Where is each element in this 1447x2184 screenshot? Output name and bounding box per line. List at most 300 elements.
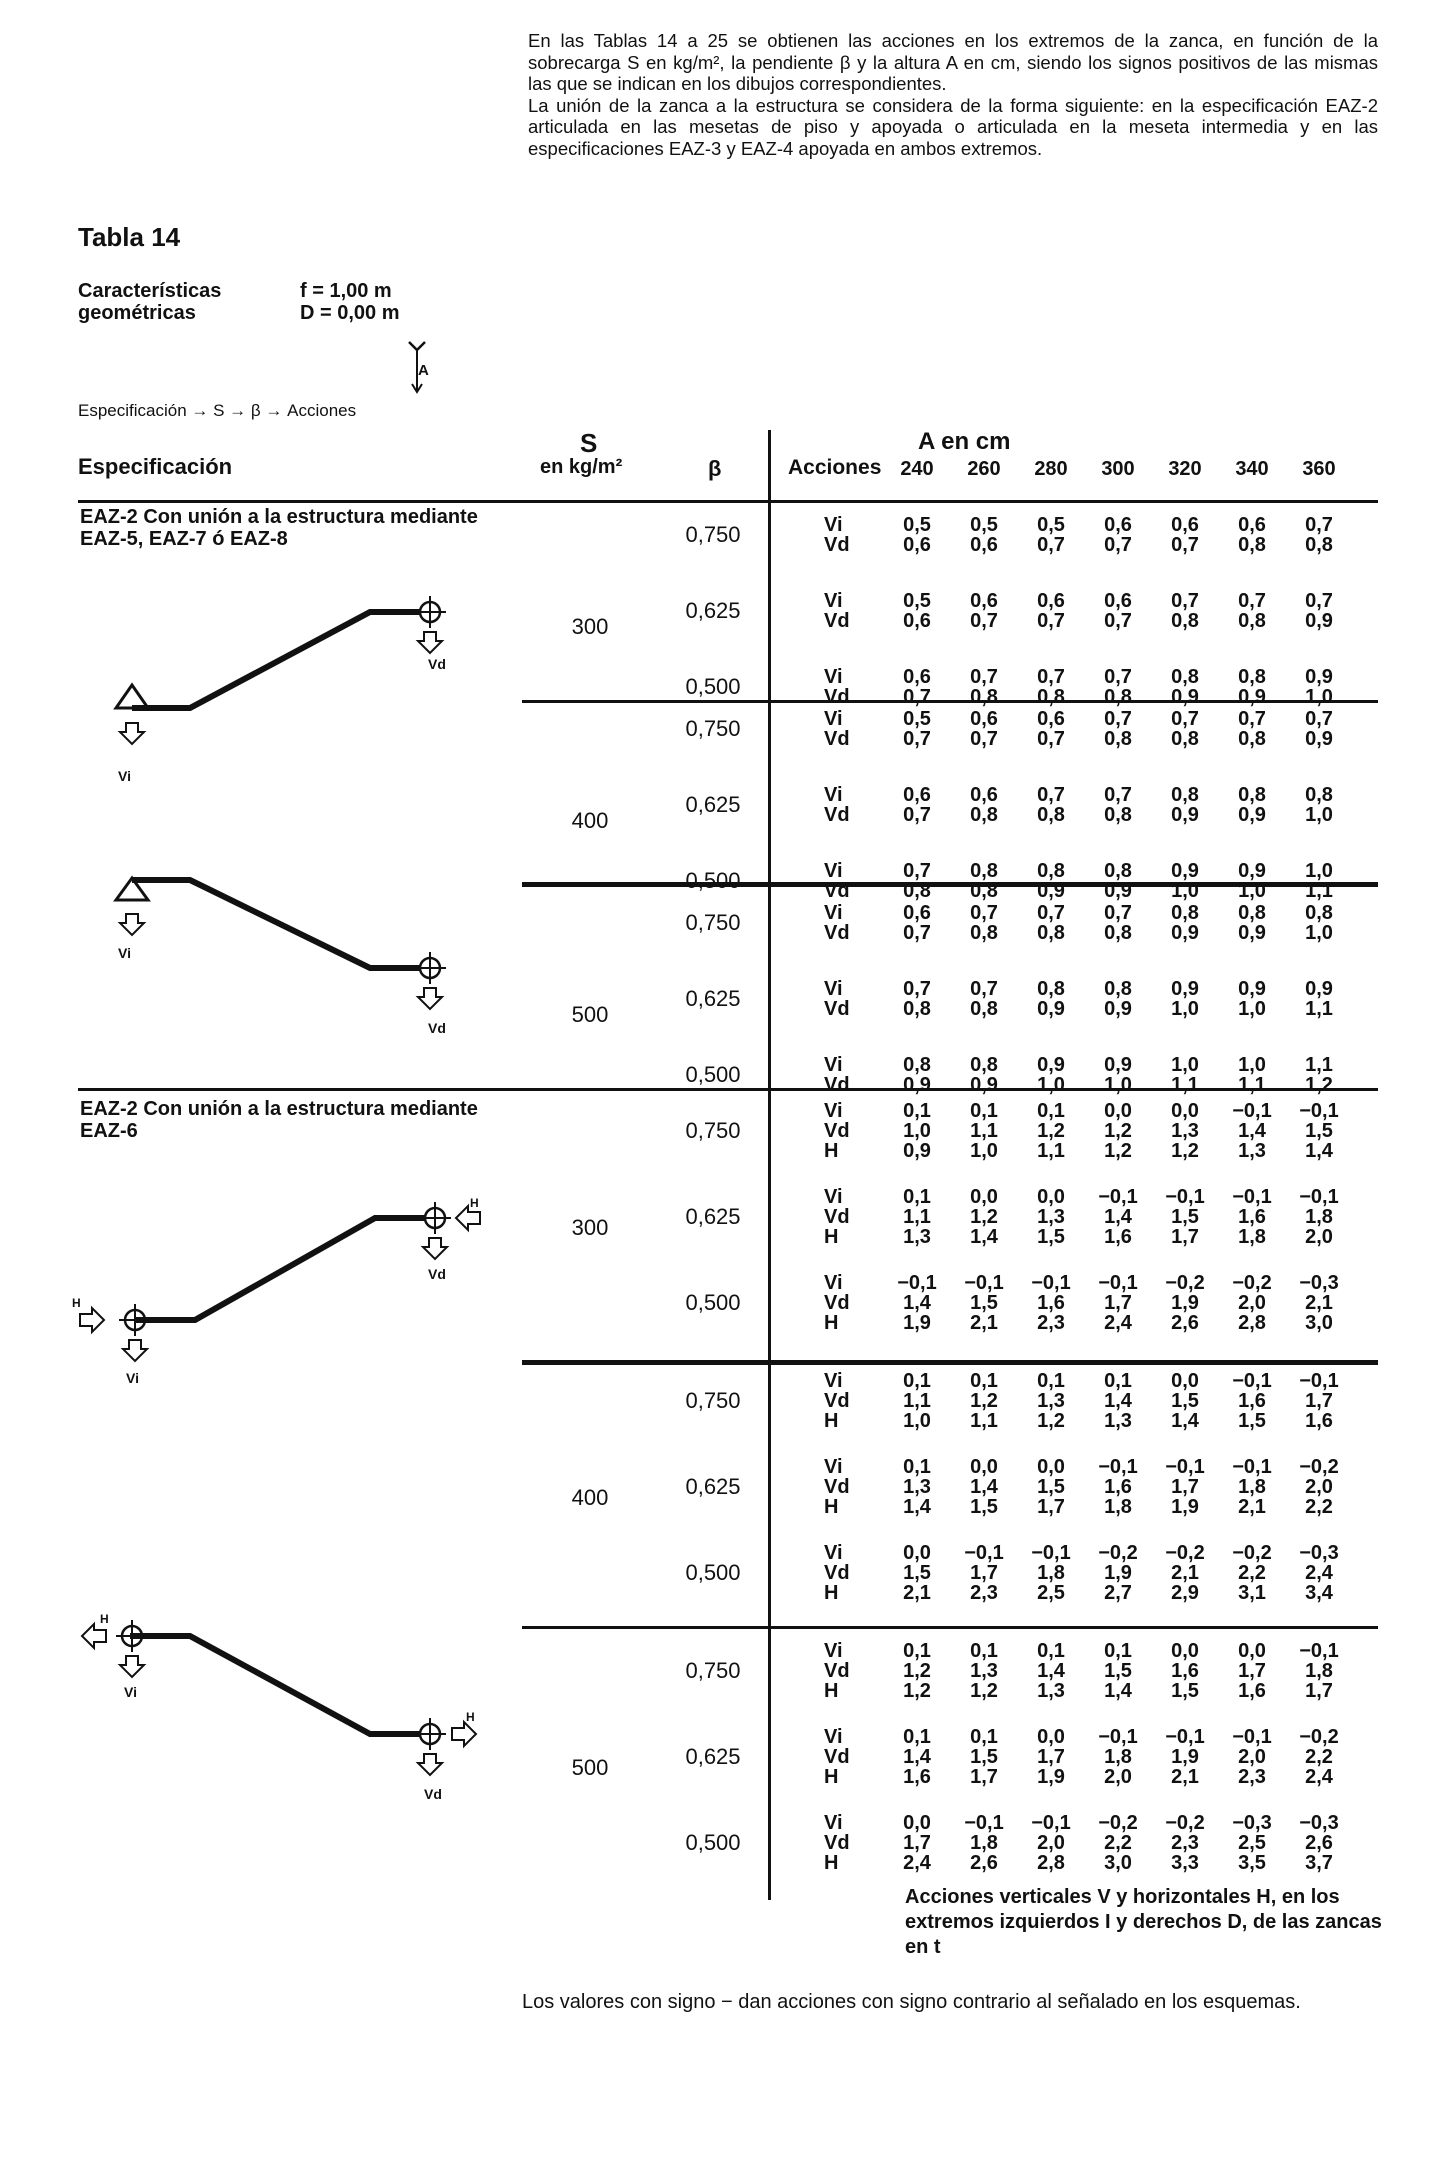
table-cell: 1,3 bbox=[1037, 1390, 1065, 1412]
table-cell: 1,1 bbox=[1037, 1140, 1065, 1162]
row-label: Vd bbox=[824, 1562, 850, 1584]
row-label: Vd bbox=[824, 686, 850, 708]
table-cell: 1,0 bbox=[903, 1120, 931, 1142]
table-cell: 1,2 bbox=[1104, 1140, 1132, 1162]
table-cell: 0,8 bbox=[1305, 784, 1333, 806]
diagram-label: Vd bbox=[428, 656, 446, 672]
table-cell: 3,5 bbox=[1238, 1852, 1266, 1874]
table-cell: 0,0 bbox=[1037, 1726, 1065, 1748]
cell-beta: 0,750 bbox=[685, 1388, 741, 1413]
table-cell: 1,7 bbox=[1171, 1476, 1199, 1498]
table-cell: 1,0 bbox=[1305, 804, 1333, 826]
row-label: Vd bbox=[824, 1206, 850, 1228]
table-cell: 1,7 bbox=[1104, 1292, 1132, 1314]
table-cell: 0,8 bbox=[1104, 728, 1132, 750]
table-cell: −0,2 bbox=[1165, 1812, 1205, 1834]
table-cell: 2,3 bbox=[1171, 1832, 1199, 1854]
table-cell: 1,7 bbox=[1305, 1680, 1333, 1702]
header-acciones: Acciones bbox=[788, 456, 882, 479]
arrow-left-icon bbox=[82, 1624, 106, 1648]
table-cell: 1,0 bbox=[1238, 1054, 1266, 1076]
table-cell: 1,3 bbox=[903, 1226, 931, 1248]
table-cell: 2,9 bbox=[1171, 1582, 1199, 1604]
header-a-value: 280 bbox=[1034, 458, 1068, 480]
table-cell: 0,6 bbox=[903, 902, 931, 924]
table-cell: −0,2 bbox=[1299, 1726, 1339, 1748]
table-cell: 2,4 bbox=[1104, 1312, 1132, 1334]
table-cell: 0,6 bbox=[1037, 708, 1065, 730]
table-cell: 0,1 bbox=[903, 1456, 931, 1478]
row-label: Vi bbox=[824, 1370, 843, 1392]
table-cell: 1,5 bbox=[1305, 1120, 1333, 1142]
table-cell: 0,8 bbox=[1238, 534, 1266, 556]
table-cell: 0,6 bbox=[903, 610, 931, 632]
diagram-label: Vd bbox=[428, 1020, 446, 1036]
table-cell: 0,7 bbox=[1037, 784, 1065, 806]
table-cell: 0,7 bbox=[903, 978, 931, 1000]
table-cell: 1,9 bbox=[1171, 1496, 1199, 1518]
cell-beta: 0,500 bbox=[685, 1560, 741, 1585]
pin-joint-icon bbox=[119, 1304, 151, 1336]
table-cell: 0,7 bbox=[1104, 708, 1132, 730]
row-label: H bbox=[824, 1582, 839, 1604]
table-cell: 0,9 bbox=[1171, 922, 1199, 944]
table-cell: 1,2 bbox=[1104, 1120, 1132, 1142]
table-cell: 1,1 bbox=[970, 1410, 998, 1432]
table-cell: 0,1 bbox=[970, 1726, 998, 1748]
table-cell: 0,8 bbox=[1037, 804, 1065, 826]
table-cell: 0,8 bbox=[970, 1054, 998, 1076]
table-cell: 0,1 bbox=[1037, 1370, 1065, 1392]
table-cell: 1,2 bbox=[970, 1680, 998, 1702]
row-label: Vi bbox=[824, 666, 843, 688]
table-cell: 0,9 bbox=[1171, 978, 1199, 1000]
table-cell: 1,6 bbox=[1238, 1680, 1266, 1702]
intro-paragraph-1: En las Tablas 14 a 25 se obtienen las acciones en los extremos de la zanca, en función de la sobrecarga S en kg/m², la pendiente β y la altura A en cm, siendo los signos positivos de las mismas las que se indican en los dibujos correspondientes. bbox=[528, 30, 1378, 94]
table-cell: 1,7 bbox=[1037, 1496, 1065, 1518]
cell-beta: 0,750 bbox=[685, 522, 741, 547]
table-cell: 0,6 bbox=[970, 590, 998, 612]
table-cell: 1,5 bbox=[1171, 1390, 1199, 1412]
row-label: H bbox=[824, 1852, 839, 1874]
pin-joint-icon bbox=[414, 596, 446, 628]
table-cell: 0,7 bbox=[970, 728, 998, 750]
table-cell: 1,2 bbox=[970, 1206, 998, 1228]
table-cell: 1,0 bbox=[970, 1140, 998, 1162]
table-cell: −0,2 bbox=[1232, 1542, 1272, 1564]
table-cell: 1,2 bbox=[903, 1680, 931, 1702]
table-cell: 1,9 bbox=[903, 1312, 931, 1334]
table-cell: 0,6 bbox=[903, 784, 931, 806]
pin-joint-icon bbox=[414, 952, 446, 984]
table-cell: 0,7 bbox=[1171, 534, 1199, 556]
row-label: Vd bbox=[824, 1832, 850, 1854]
table-cell: 1,1 bbox=[1305, 1054, 1333, 1076]
table-cell: 1,8 bbox=[1238, 1226, 1266, 1248]
table-cell: 1,5 bbox=[1104, 1660, 1132, 1682]
table-cell: 1,0 bbox=[1305, 686, 1333, 708]
table-cell: 0,6 bbox=[1104, 590, 1132, 612]
table-cell: 1,6 bbox=[1104, 1476, 1132, 1498]
table-cell: 1,3 bbox=[1238, 1140, 1266, 1162]
table-cell: 1,5 bbox=[1037, 1226, 1065, 1248]
table-cell: 1,0 bbox=[1171, 998, 1199, 1020]
table-cell: 0,9 bbox=[1171, 804, 1199, 826]
pin-joint-icon bbox=[414, 1718, 446, 1750]
spec-label-group-2: EAZ-2 Con unión a la estructura mediante EAZ-6 bbox=[80, 1098, 478, 1142]
table-cell: 1,5 bbox=[970, 1292, 998, 1314]
stair-diagram-2 bbox=[100, 860, 480, 1080]
table-cell: 0,9 bbox=[1238, 686, 1266, 708]
row-label: Vd bbox=[824, 1660, 850, 1682]
arrow-down-icon bbox=[123, 1340, 147, 1361]
table-cell: 1,1 bbox=[1238, 1074, 1266, 1096]
table-cell: 1,7 bbox=[1238, 1660, 1266, 1682]
arrow-down-icon bbox=[418, 632, 442, 653]
table-cell: −0,1 bbox=[964, 1542, 1004, 1564]
table-cell: 0,7 bbox=[1037, 666, 1065, 688]
table-cell: 0,7 bbox=[1037, 534, 1065, 556]
table-cell: 0,0 bbox=[970, 1186, 998, 1208]
arrow-right-icon bbox=[80, 1308, 104, 1332]
table-cell: 1,5 bbox=[970, 1746, 998, 1768]
table-cell: 0,7 bbox=[1037, 902, 1065, 924]
row-label: Vd bbox=[824, 998, 850, 1020]
table-cell: 0,1 bbox=[1037, 1100, 1065, 1122]
table-cell: 1,8 bbox=[1037, 1562, 1065, 1584]
table-cell: 0,9 bbox=[1305, 728, 1333, 750]
table-cell: 2,2 bbox=[1104, 1832, 1132, 1854]
table-cell: 2,0 bbox=[1305, 1226, 1333, 1248]
table-cell: −0,3 bbox=[1299, 1542, 1339, 1564]
table-cell: 0,8 bbox=[1037, 978, 1065, 1000]
table-cell: 0,8 bbox=[970, 860, 998, 882]
table-cell: 2,7 bbox=[1104, 1582, 1132, 1604]
table-cell: 1,2 bbox=[1171, 1140, 1199, 1162]
table-cell: 1,8 bbox=[1238, 1476, 1266, 1498]
footer-note: Los valores con signo − dan acciones con signo contrario al señalado en los esquemas. bbox=[522, 1991, 1301, 2013]
table-cell: −0,2 bbox=[1165, 1542, 1205, 1564]
table-cell: 0,8 bbox=[970, 804, 998, 826]
table-cell: 0,7 bbox=[970, 978, 998, 1000]
table-cell: 2,8 bbox=[1037, 1852, 1065, 1874]
table-cell: −0,2 bbox=[1098, 1812, 1138, 1834]
column-separator bbox=[768, 430, 771, 1900]
table-cell: 1,8 bbox=[970, 1832, 998, 1854]
table-cell: 0,9 bbox=[903, 1074, 931, 1096]
table-cell: 0,9 bbox=[970, 1074, 998, 1096]
table-cell: 0,8 bbox=[1238, 902, 1266, 924]
header-a-value: 300 bbox=[1101, 458, 1135, 480]
table-cell: 0,8 bbox=[1171, 666, 1199, 688]
table-cell: 0,6 bbox=[903, 666, 931, 688]
table-rule bbox=[522, 1360, 1378, 1365]
table-cell: 1,2 bbox=[1305, 1074, 1333, 1096]
table-cell: 0,8 bbox=[903, 880, 931, 902]
diagram-label: H bbox=[100, 1612, 109, 1626]
table-cell: 0,0 bbox=[903, 1812, 931, 1834]
table-cell: 2,6 bbox=[970, 1852, 998, 1874]
arrow-down-icon bbox=[423, 1238, 447, 1259]
row-label: Vd bbox=[824, 1746, 850, 1768]
table-cell: 0,8 bbox=[903, 1054, 931, 1076]
cell-beta: 0,500 bbox=[685, 1290, 741, 1315]
table-cell: 0,9 bbox=[1104, 1054, 1132, 1076]
table-cell: 0,7 bbox=[970, 902, 998, 924]
stair-diagram-1 bbox=[100, 580, 480, 800]
table-cell: 0,9 bbox=[1238, 978, 1266, 1000]
table-cell: 0,7 bbox=[903, 860, 931, 882]
table-cell: 1,5 bbox=[903, 1562, 931, 1584]
table-cell: 1,4 bbox=[903, 1292, 931, 1314]
table-cell: 1,5 bbox=[1171, 1206, 1199, 1228]
table-cell: 1,0 bbox=[1104, 1074, 1132, 1096]
geometry-label-1: Características bbox=[78, 280, 222, 302]
table-cell: 0,7 bbox=[1104, 610, 1132, 632]
table-cell: 1,4 bbox=[1037, 1660, 1065, 1682]
table-cell: −0,1 bbox=[1232, 1186, 1272, 1208]
row-label: Vi bbox=[824, 590, 843, 612]
table-cell: 0,7 bbox=[1305, 708, 1333, 730]
table-cell: 0,7 bbox=[903, 922, 931, 944]
table-cell: 0,6 bbox=[970, 534, 998, 556]
table-cell: 1,6 bbox=[903, 1766, 931, 1788]
table-cell: 1,6 bbox=[1171, 1660, 1199, 1682]
table-cell: 0,9 bbox=[1104, 998, 1132, 1020]
table-cell: 0,1 bbox=[903, 1186, 931, 1208]
table-cell: 2,4 bbox=[903, 1852, 931, 1874]
table-cell: −0,1 bbox=[1299, 1186, 1339, 1208]
table-cell: −0,1 bbox=[1232, 1726, 1272, 1748]
table-title: Tabla 14 bbox=[78, 222, 181, 252]
row-label: Vi bbox=[824, 1640, 843, 1662]
table-cell: 0,8 bbox=[970, 686, 998, 708]
table-cell: 2,0 bbox=[1104, 1766, 1132, 1788]
table-cell: 1,5 bbox=[1037, 1476, 1065, 1498]
table-cell: 0,8 bbox=[1171, 784, 1199, 806]
table-cell: −0,1 bbox=[1031, 1812, 1071, 1834]
table-cell: 2,3 bbox=[970, 1582, 998, 1604]
cell-beta: 0,625 bbox=[685, 598, 741, 623]
table-cell: −0,1 bbox=[1031, 1542, 1071, 1564]
diagram-label: H bbox=[470, 1196, 479, 1210]
table-cell: 1,0 bbox=[1037, 1074, 1065, 1096]
table-cell: 0,7 bbox=[1104, 902, 1132, 924]
table-cell: 0,8 bbox=[1171, 728, 1199, 750]
table-cell: 0,6 bbox=[1104, 514, 1132, 536]
table-cell: 1,0 bbox=[1171, 1054, 1199, 1076]
diagram-label: Vi bbox=[124, 1684, 137, 1700]
table-cell: 1,5 bbox=[1238, 1410, 1266, 1432]
cell-beta: 0,625 bbox=[685, 986, 741, 1011]
table-cell: 0,8 bbox=[1305, 534, 1333, 556]
table-cell: 0,1 bbox=[1104, 1370, 1132, 1392]
table-cell: −0,1 bbox=[1299, 1100, 1339, 1122]
table-cell: 2,4 bbox=[1305, 1562, 1333, 1584]
table-cell: 3,3 bbox=[1171, 1852, 1199, 1874]
row-label: Vi bbox=[824, 1812, 843, 1834]
table-cell: −0,1 bbox=[1165, 1186, 1205, 1208]
row-label: H bbox=[824, 1226, 839, 1248]
table-cell: 2,3 bbox=[1238, 1766, 1266, 1788]
table-cell: 1,5 bbox=[970, 1496, 998, 1518]
table-cell: 0,9 bbox=[1037, 880, 1065, 902]
cell-beta: 0,625 bbox=[685, 792, 741, 817]
table-cell: −0,1 bbox=[1232, 1370, 1272, 1392]
row-label: Vd bbox=[824, 534, 850, 556]
table-cell: −0,3 bbox=[1232, 1812, 1272, 1834]
table-cell: 3,1 bbox=[1238, 1582, 1266, 1604]
table-cell: 1,7 bbox=[1305, 1390, 1333, 1412]
table-cell: −0,1 bbox=[1031, 1272, 1071, 1294]
arrow-down-icon bbox=[120, 723, 144, 744]
table-cell: 0,8 bbox=[1238, 610, 1266, 632]
table-cell: 0,0 bbox=[1037, 1186, 1065, 1208]
row-label: Vd bbox=[824, 880, 850, 902]
header-a-value: 260 bbox=[967, 458, 1001, 480]
table-rule bbox=[522, 1626, 1378, 1629]
table-cell: 0,8 bbox=[1104, 922, 1132, 944]
arrow-down-icon bbox=[120, 1656, 144, 1677]
table-cell: 2,8 bbox=[1238, 1312, 1266, 1334]
table-cell: 2,2 bbox=[1305, 1746, 1333, 1768]
table-cell: 1,7 bbox=[1171, 1226, 1199, 1248]
table-cell: 1,4 bbox=[970, 1476, 998, 1498]
header-a-value: 320 bbox=[1168, 458, 1202, 480]
row-label: Vi bbox=[824, 1054, 843, 1076]
header-s: S bbox=[580, 428, 598, 458]
support-triangle-icon bbox=[116, 685, 148, 708]
table-cell: −0,2 bbox=[1299, 1456, 1339, 1478]
table-cell: 2,5 bbox=[1037, 1582, 1065, 1604]
table-cell: 0,6 bbox=[970, 784, 998, 806]
height-marker-label: A bbox=[418, 362, 429, 379]
table-cell: 0,8 bbox=[1037, 860, 1065, 882]
row-label: Vd bbox=[824, 1390, 850, 1412]
geometry-f: f = 1,00 m bbox=[300, 280, 392, 302]
table-cell: −0,1 bbox=[1299, 1640, 1339, 1662]
cell-s: 400 bbox=[571, 808, 609, 833]
table-cell: 0,5 bbox=[970, 514, 998, 536]
table-cell: −0,1 bbox=[1165, 1726, 1205, 1748]
table-cell: 1,6 bbox=[1305, 1410, 1333, 1432]
table-cell: 0,5 bbox=[1037, 514, 1065, 536]
row-label: Vd bbox=[824, 1476, 850, 1498]
diagram-label: H bbox=[72, 1296, 81, 1310]
table-cell: 0,9 bbox=[1238, 922, 1266, 944]
table-cell: 0,0 bbox=[1238, 1640, 1266, 1662]
table-cell: 0,7 bbox=[970, 666, 998, 688]
table-cell: 0,0 bbox=[1171, 1370, 1199, 1392]
table-cell: 3,7 bbox=[1305, 1852, 1333, 1874]
row-label: H bbox=[824, 1140, 839, 1162]
table-cell: 1,7 bbox=[970, 1766, 998, 1788]
table-cell: 0,9 bbox=[1305, 666, 1333, 688]
table-cell: 2,0 bbox=[1238, 1292, 1266, 1314]
cell-beta: 0,750 bbox=[685, 1118, 741, 1143]
cell-beta: 0,750 bbox=[685, 716, 741, 741]
cell-beta: 0,500 bbox=[685, 1062, 741, 1087]
table-cell: 1,4 bbox=[1238, 1120, 1266, 1142]
table-cell: 0,8 bbox=[1171, 610, 1199, 632]
table-cell: 0,0 bbox=[1104, 1100, 1132, 1122]
table-cell: 0,1 bbox=[903, 1100, 931, 1122]
table-cell: 1,1 bbox=[970, 1120, 998, 1142]
arrow-down-icon bbox=[418, 988, 442, 1009]
row-label: H bbox=[824, 1496, 839, 1518]
table-cell: 0,7 bbox=[1238, 590, 1266, 612]
table-cell: 1,4 bbox=[1104, 1680, 1132, 1702]
table-cell: 0,9 bbox=[903, 1140, 931, 1162]
table-cell: 0,5 bbox=[903, 590, 931, 612]
table-cell: 0,9 bbox=[1171, 860, 1199, 882]
table-cell: 3,0 bbox=[1104, 1852, 1132, 1874]
table-cell: 1,3 bbox=[1037, 1206, 1065, 1228]
table-cell: 2,1 bbox=[1171, 1562, 1199, 1584]
table-cell: 1,0 bbox=[1305, 922, 1333, 944]
row-label: Vi bbox=[824, 784, 843, 806]
table-cell: 2,6 bbox=[1305, 1832, 1333, 1854]
table-cell: 1,4 bbox=[903, 1496, 931, 1518]
table-cell: 0,6 bbox=[903, 534, 931, 556]
table-cell: 2,3 bbox=[1037, 1312, 1065, 1334]
row-label: Vd bbox=[824, 728, 850, 750]
table-cell: 0,1 bbox=[970, 1100, 998, 1122]
table-cell: 0,8 bbox=[1305, 902, 1333, 924]
row-label: Vd bbox=[824, 922, 850, 944]
table-cell: 0,8 bbox=[1037, 922, 1065, 944]
table-cell: 1,1 bbox=[1305, 880, 1333, 902]
table-cell: 0,8 bbox=[1104, 860, 1132, 882]
table-cell: 0,1 bbox=[970, 1640, 998, 1662]
table-cell: −0,1 bbox=[1232, 1100, 1272, 1122]
table-cell: −0,1 bbox=[1098, 1726, 1138, 1748]
row-label: Vd bbox=[824, 1120, 850, 1142]
table-cell: −0,2 bbox=[1098, 1542, 1138, 1564]
table-cell: 0,7 bbox=[1104, 534, 1132, 556]
table-cell: 0,7 bbox=[1171, 708, 1199, 730]
table-cell: 0,8 bbox=[1037, 686, 1065, 708]
table-cell: 0,1 bbox=[970, 1370, 998, 1392]
table-cell: 0,8 bbox=[1238, 666, 1266, 688]
table-cell: 2,1 bbox=[1238, 1496, 1266, 1518]
table-cell: 1,4 bbox=[1305, 1140, 1333, 1162]
table-cell: 0,7 bbox=[1238, 708, 1266, 730]
table-cell: −0,1 bbox=[964, 1272, 1004, 1294]
table-cell: 1,6 bbox=[1238, 1390, 1266, 1412]
table-cell: 2,0 bbox=[1037, 1832, 1065, 1854]
table-cell: 0,9 bbox=[1171, 686, 1199, 708]
table-cell: 1,4 bbox=[903, 1746, 931, 1768]
table-cell: −0,2 bbox=[1232, 1272, 1272, 1294]
table-cell: 0,7 bbox=[1305, 590, 1333, 612]
table-cell: 1,2 bbox=[970, 1390, 998, 1412]
row-label: Vi bbox=[824, 860, 843, 882]
table-cell: 0,5 bbox=[903, 514, 931, 536]
table-cell: 1,1 bbox=[1171, 1074, 1199, 1096]
table-cell: 1,0 bbox=[1305, 860, 1333, 882]
table-cell: 0,8 bbox=[1104, 686, 1132, 708]
table-cell: 0,8 bbox=[1104, 978, 1132, 1000]
table-cell: 3,0 bbox=[1305, 1312, 1333, 1334]
row-label: Vi bbox=[824, 1272, 843, 1294]
cell-s: 400 bbox=[571, 1485, 609, 1510]
row-label: Vd bbox=[824, 610, 850, 632]
table-cell: 1,6 bbox=[1238, 1206, 1266, 1228]
diagram-label: Vd bbox=[428, 1266, 446, 1282]
table-cell: 2,0 bbox=[1305, 1476, 1333, 1498]
table-cell: 0,6 bbox=[970, 708, 998, 730]
